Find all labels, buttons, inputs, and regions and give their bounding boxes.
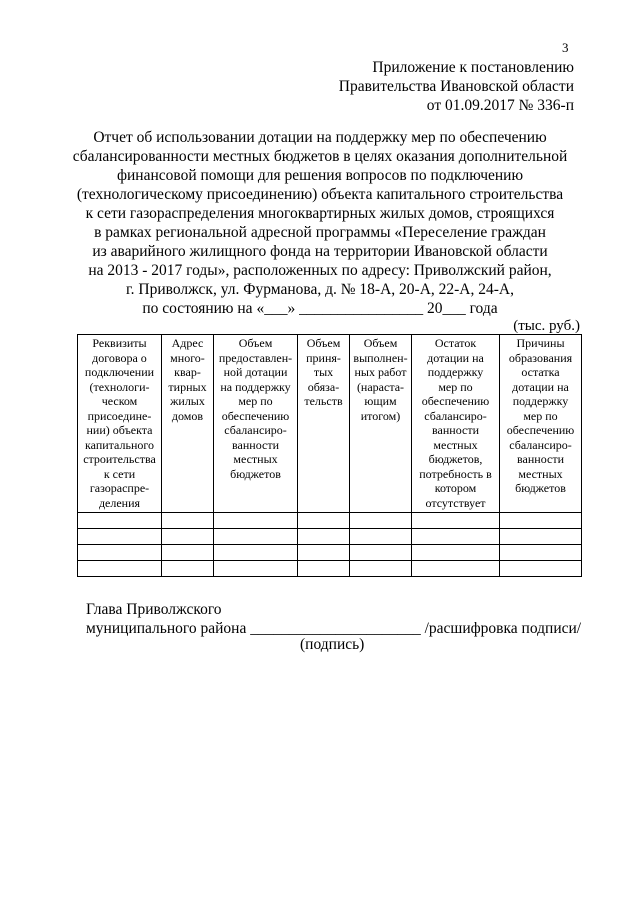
title-line: (технологическому присоединению) объекта капитального строительства	[76, 186, 564, 203]
table-cell	[350, 529, 412, 545]
table-cell	[162, 513, 214, 529]
header-grant-amount: Объем предоставлен- ной дотации на поддержку мер по обеспечению сбалансиро- ванности местных бюджетов	[214, 335, 298, 513]
table-cell	[500, 545, 582, 561]
units-label: (тыс. руб.)	[513, 318, 580, 334]
title-line: к сети газораспределения многоквартирных жилых домов, строящихся	[85, 205, 555, 222]
table-cell	[412, 529, 500, 545]
header-remainder: Остаток дотации на поддержку мер по обеспечению сбалансиро- ванности местных бюджетов, потребность в котором отсутствует	[412, 335, 500, 513]
table-cell	[350, 545, 412, 561]
table-cell	[412, 513, 500, 529]
table-cell	[500, 561, 582, 577]
table-row	[78, 561, 582, 577]
table-cell	[298, 545, 350, 561]
signature-title-line-2: муниципального района ______________________ /расшифровка подписи/	[86, 620, 582, 637]
page-number: 3	[562, 40, 569, 55]
report-title	[60, 128, 580, 318]
title-line: из аварийного жилищного фонда на территории Ивановской области	[92, 243, 548, 260]
title-line: по состоянию на «___» ________________ 20___ года	[142, 300, 498, 317]
table-cell	[78, 545, 162, 561]
title-line: на 2013 - 2017 годы», расположенных по адресу: Приволжский район,	[88, 262, 552, 279]
table-cell	[214, 513, 298, 529]
table-cell	[78, 561, 162, 577]
signature-caption: (подпись)	[300, 636, 365, 653]
title-line: г. Приволжск, ул. Фурманова, д. № 18-А, 20-А, 22-А, 24-А,	[126, 281, 514, 298]
table-row	[78, 513, 582, 529]
table-cell	[214, 561, 298, 577]
table-cell	[412, 545, 500, 561]
table-cell	[162, 545, 214, 561]
table-cell	[78, 529, 162, 545]
table-cell	[214, 529, 298, 545]
header-obligations: Объем приня- тых обяза- тельств	[298, 335, 350, 513]
report-table	[77, 334, 582, 577]
header-contract-details: Реквизиты договора о подключении (технологи- ческом присоедине- нии) объекта капитального строительства к сети газораспре- деления	[78, 335, 162, 513]
table-cell	[298, 529, 350, 545]
table-row	[78, 529, 582, 545]
table-cell	[500, 513, 582, 529]
appendix-line-3: от 01.09.2017 № 336-п	[426, 97, 574, 114]
table-cell	[350, 561, 412, 577]
signature-title-line-1: Глава Приволжского	[86, 601, 222, 618]
header-address: Адрес много- квар- тирных жилых домов	[162, 335, 214, 513]
title-line: сбалансированности местных бюджетов в целях оказания дополнительной	[72, 148, 568, 165]
header-reasons: Причины образования остатка дотации на поддержку мер по обеспечению сбалансиро- ванности местных бюджетов	[500, 335, 582, 513]
table-cell	[412, 561, 500, 577]
table-cell	[214, 545, 298, 561]
table-cell	[298, 513, 350, 529]
appendix-line-2: Правительства Ивановской области	[338, 78, 574, 95]
title-line: Отчет об использовании дотации на поддержку мер по обеспечению	[93, 129, 547, 146]
table-cell	[350, 513, 412, 529]
table-cell	[298, 561, 350, 577]
title-line: в рамках региональной адресной программы «Переселение граждан	[94, 224, 546, 241]
table-cell	[78, 513, 162, 529]
header-work-done: Объем выполнен- ных работ (нараста- ющим итогом)	[350, 335, 412, 513]
table-cell	[500, 529, 582, 545]
table-cell	[162, 561, 214, 577]
title-line: финансовой помощи для решения вопросов по подключению	[116, 167, 524, 184]
table-header-row	[78, 335, 582, 513]
table-row	[78, 545, 582, 561]
appendix-line-1: Приложение к постановлению	[372, 59, 574, 76]
table-cell	[162, 529, 214, 545]
